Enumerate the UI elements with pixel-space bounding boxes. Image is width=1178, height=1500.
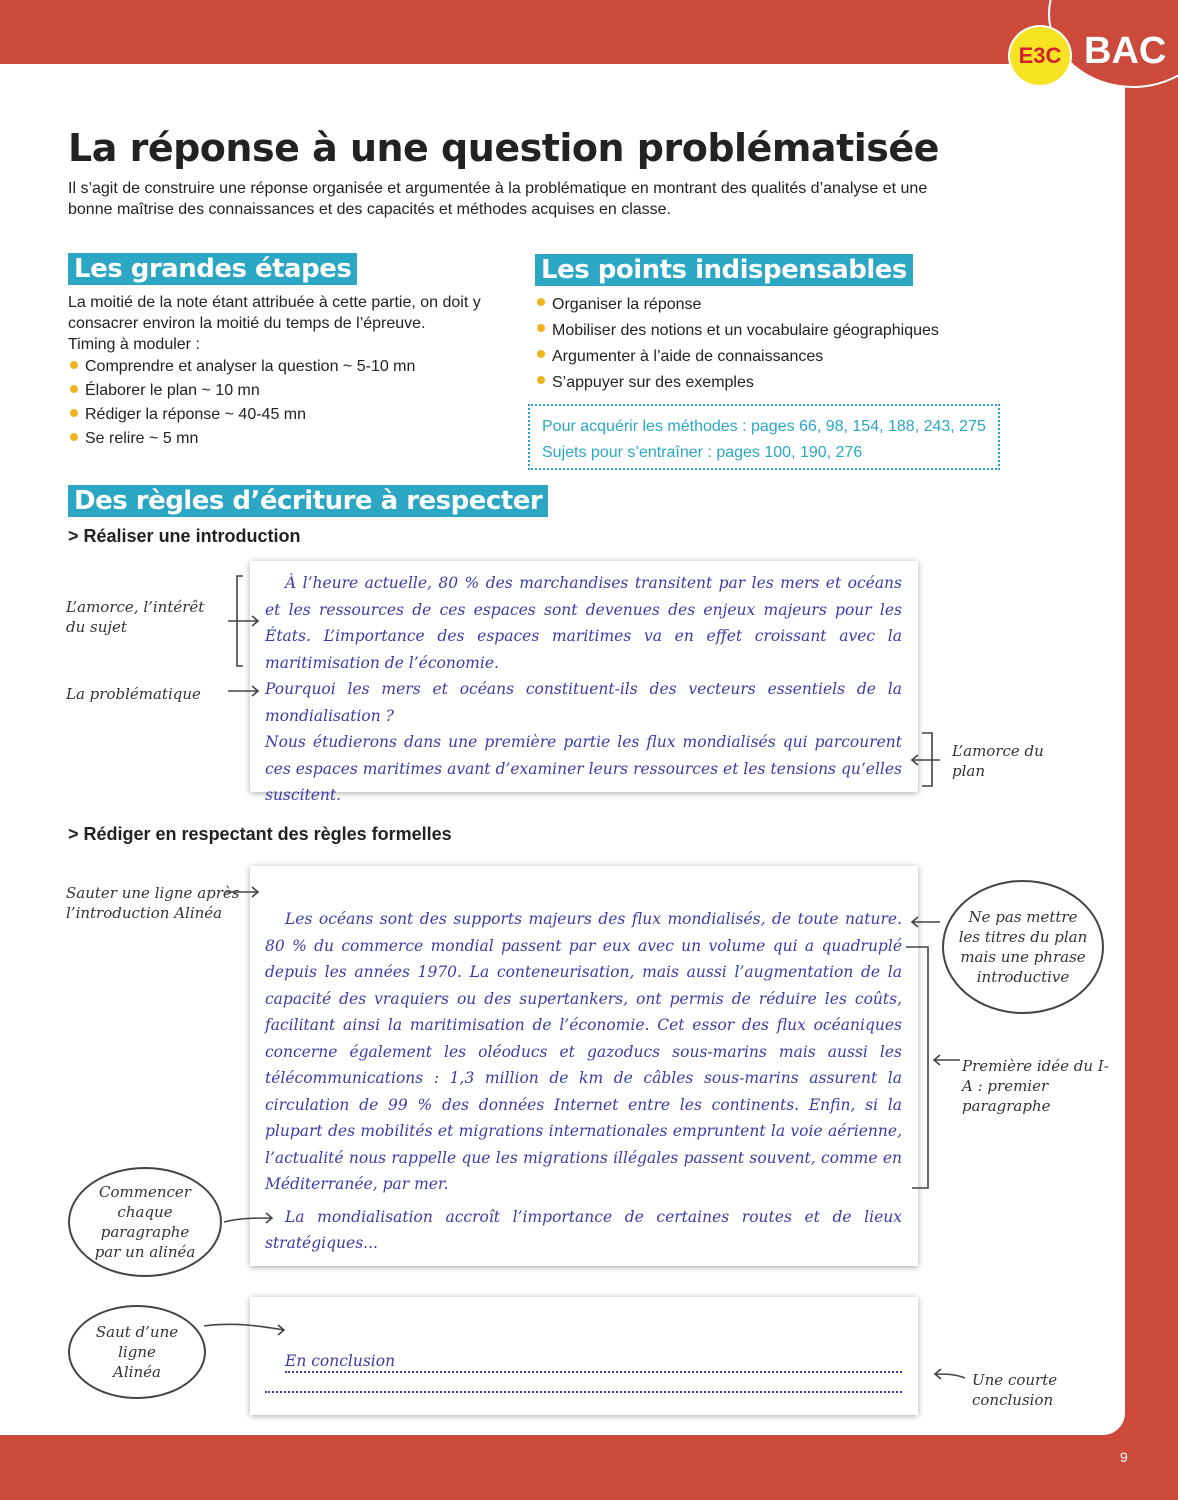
list-item: Rédiger la réponse ~ 40-45 mn xyxy=(68,403,518,427)
etapes-timing: Timing à moduler : xyxy=(68,336,200,353)
note-problematique: La problématique xyxy=(66,685,201,703)
body-paragraph-1: Les océans sont des supports majeurs des flux mondialisés, de toute nature. 80 % du commerce mondial passent par eux avec un volume qui a quadruplé depuis les années 1970. La conteneurisation, mais aussi l’augmentation de la capacité des vraquiers ou des supertankers, ont permis de réduire les coûts, facilitant ainsi la maritimisation de l’économie. Cet essor des flux océaniques concerne également les oléoducs et gazoducs sous-marins mais aussi les télécommunications : 1,3 million de km de câbles sous-marins assurent la circulation de 99 % des données Internet entre les continents. Enfin, si la plupart des mobilités et migrations internationales empruntent la voie aérienne, l’actualité nous rappelle que les migrations illégales passent souvent, comme en Méditerranée, par mer. xyxy=(265,910,902,1193)
e3c-badge: E3C xyxy=(1008,25,1072,87)
arrow-icon xyxy=(228,686,258,696)
bracket-arrow-icon xyxy=(906,947,960,1188)
arrow-icon xyxy=(204,1324,284,1335)
note-amorce: L’amorce, l’intérêt du sujet xyxy=(66,598,205,636)
note-premiere-idee: Première idée du I-A : premier paragraphe xyxy=(962,1057,1109,1115)
list-item: Organiser la réponse xyxy=(535,292,939,318)
intro-text: Il s’agit de construire une réponse organisée et argumentée à la problématique en montrant des qualités d’analyse et une bonne maîtrise des connaissances et des capacités et méthodes acquises en classe. xyxy=(68,180,928,218)
bracket-arrow-icon xyxy=(912,733,940,786)
page-title: La réponse à une question problématisée xyxy=(68,126,939,170)
arrow-icon xyxy=(224,1213,272,1223)
list-item: Se relire ~ 5 mn xyxy=(68,427,518,451)
note-ne-pas-mettre: Ne pas mettre les titres du plan mais une phrase introductive xyxy=(958,908,1088,986)
subheading-introduction: > Réaliser une introduction xyxy=(68,526,301,546)
list-item: Argumenter à l’aide de connaissances xyxy=(535,344,939,370)
conclusion-text: En conclusion xyxy=(285,1351,902,1373)
list-item: Mobiliser des notions et un vocabulaire géographiques xyxy=(535,318,939,344)
bac-label: BAC xyxy=(1084,30,1167,72)
body-paragraph-2: La mondialisation accroît l’importance de certaines routes et de lieux stratégiques... xyxy=(265,1207,902,1252)
note-saut: Saut d’une ligne Alinéa xyxy=(95,1323,179,1381)
list-item: Élaborer le plan ~ 10 mn xyxy=(68,379,518,403)
subheading-formelles: > Rédiger en respectant des règles formelles xyxy=(68,824,452,844)
plan-paragraph: Nous étudierons dans une première partie les flux mondialisés qui parcourent ces espaces maritimes avant d’examiner leurs ressources et les tensions qu’elles suscitent. xyxy=(265,733,902,804)
problematique-paragraph: Pourquoi les mers et océans constituent-ils des vecteurs essentiels de la mondialisation ? xyxy=(265,680,902,725)
note-courte-conclusion: Une courte conclusion xyxy=(972,1371,1058,1409)
methodes-link: Pour acquérir les méthodes : pages 66, 98, 154, 188, 243, 275 xyxy=(542,418,986,435)
arrow-icon xyxy=(935,1369,965,1379)
arrow-icon xyxy=(226,887,258,897)
note-sauter-ligne: Sauter une ligne après l’introduction Alinéa xyxy=(66,884,240,922)
list-item: S’appuyer sur des exemples xyxy=(535,370,939,396)
amorce-paragraph: À l’heure actuelle, 80 % des marchandises transitent par les mers et océans et les ressources de ces espaces sont devenues des enjeux majeurs pour les États. L’importance des espaces maritimes va en effet croissant avec la maritimisation de l’économie. xyxy=(265,574,902,672)
list-item: Comprendre et analyser la question ~ 5-10 mn xyxy=(68,355,518,379)
heading-points: Les points indispensables xyxy=(535,254,913,286)
heading-regles: Des règles d’écriture à respecter xyxy=(68,485,548,517)
bracket-arrow-icon xyxy=(228,576,258,666)
arrow-icon xyxy=(912,917,940,927)
sujets-link: Sujets pour s’entraîner : pages 100, 190, 276 xyxy=(542,444,863,461)
note-amorce-plan: L’amorce du plan xyxy=(952,742,1044,780)
note-commencer: Commencer chaque paragraphe par un alinéa xyxy=(94,1183,196,1261)
etapes-text: La moitié de la note étant attribuée à cette partie, on doit y consacrer environ la moitié du temps de l’épreuve. xyxy=(68,294,481,332)
heading-etapes: Les grandes étapes xyxy=(68,253,357,285)
page-number: 9 xyxy=(1120,1449,1128,1465)
